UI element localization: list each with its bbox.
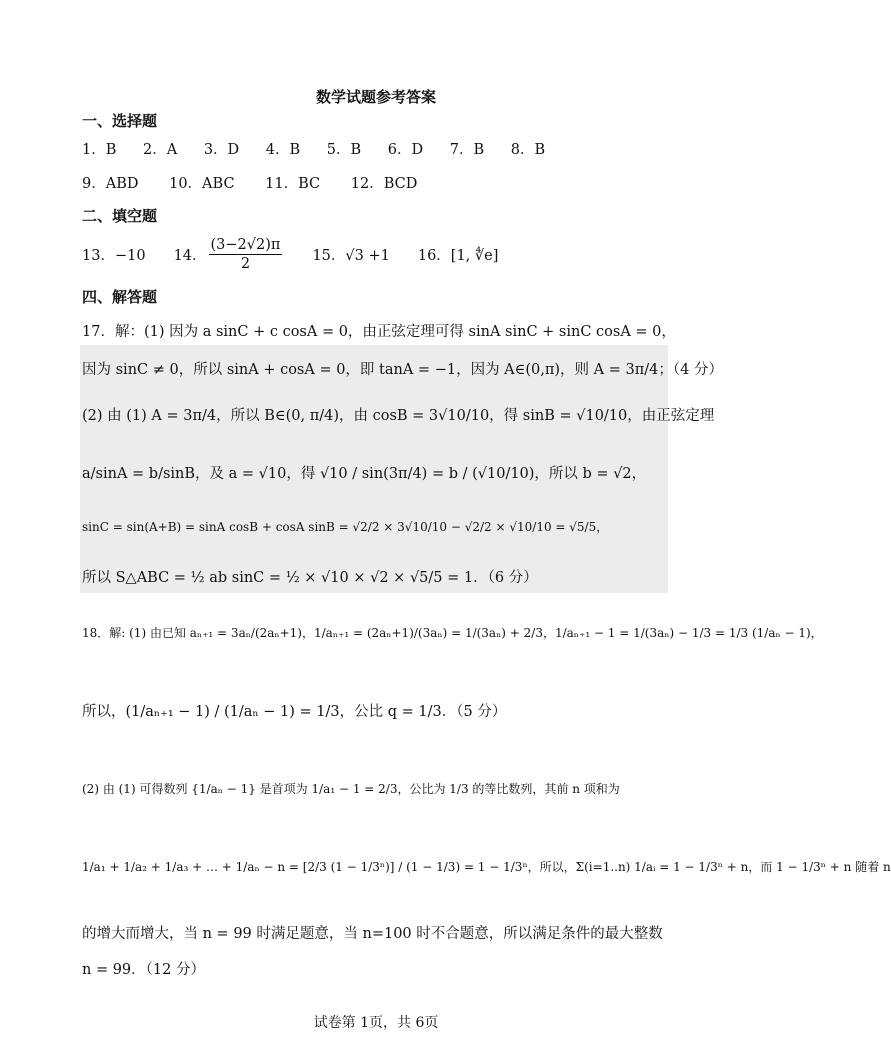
answer-item: 11．BC: [265, 176, 321, 192]
answer-item: 10．ABC: [169, 176, 235, 192]
answer-item: 4．B: [265, 142, 301, 158]
answer-14-label: 14．: [173, 248, 207, 265]
answer-item: 6．D: [387, 142, 424, 158]
q17-line-3: (2) 由 (1) A = 3π/4，所以 B∈(0, π/4)，由 cosB = 3√10/10，得 sinB = √10/10，由正弦定理: [82, 408, 715, 424]
answer-14-denominator: 2: [240, 256, 251, 273]
answer-item: 9．ABD: [82, 176, 139, 192]
answer-item: 2．A: [143, 142, 178, 158]
q18-line-1: 18．解: (1) 由已知 aₙ₊₁ = 3aₙ/(2aₙ+1)，1/aₙ₊₁ = (2aₙ+1)/(3aₙ) = 1/(3aₙ) + 2/3，1/aₙ₊₁ − 1 = 1/(3aₙ) − 1/3 = 1/3 (1/aₙ − 1)，: [82, 626, 823, 640]
q18-line-6: n = 99．（12 分）: [82, 962, 205, 978]
q17-line-2: 因为 sinC ≠ 0，所以 sinA + cosA = 0，即 tanA = −1，因为 A∈(0,π)，则 A = 3π/4；（4 分）: [82, 362, 723, 378]
q17-line-6: 所以 S△ABC = ½ ab sinC = ½ × √10 × √2 × √5/5 = 1．（6 分）: [82, 570, 538, 586]
q17-line-1: 17．解：(1) 因为 a sinC + c cosA = 0，由正弦定理可得 sinA sinC + sinC cosA = 0，: [82, 324, 676, 340]
choice-answers-row-1: [82, 138, 567, 159]
answer-14-fraction: [209, 236, 283, 273]
page-footer: 试卷第 1页，共 6页: [313, 1015, 439, 1031]
answer-14-numerator: (3−2√2)π: [209, 236, 283, 255]
choice-answers-row-2: [82, 172, 443, 193]
q17-line-4: a/sinA = b/sinB，及 a = √10，得 √10 / sin(3π/4) = b / (√10/10)，所以 b = √2，: [82, 466, 647, 482]
answer-item: 12．BCD: [350, 176, 418, 192]
answer-item: 8．B: [510, 142, 546, 158]
q18-line-5: 的增大而增大，当 n = 99 时满足题意，当 n=100 时不合题意，所以满足条件的最大整数: [82, 926, 663, 942]
answer-item: 7．B: [449, 142, 485, 158]
answer-item: 3．D: [203, 142, 240, 158]
q17-line-5: sinC = sin(A+B) = sinA cosB + cosA sinB = √2/2 × 3√10/10 − √2/2 × √10/10 = √5/5，: [82, 520, 609, 534]
answer-13: 13．−10: [82, 248, 146, 265]
answer-16: 16．[1, ∜e]: [417, 248, 499, 265]
q18-line-3: (2) 由 (1) 可得数列 {1/aₙ − 1} 是首项为 1/a₁ − 1 = 2/3，公比为 1/3 的等比数列，其前 n 项和为: [82, 782, 620, 796]
section-heading-choice: 一、选择题: [82, 112, 158, 130]
section-heading-solve: 四、解答题: [82, 288, 158, 306]
page-title: 数学试题参考答案: [315, 88, 436, 106]
answer-15: 15．√3 +1: [312, 248, 390, 265]
answer-item: 1．B: [82, 142, 117, 158]
section-heading-fill: 二、填空题: [82, 207, 158, 225]
q18-line-4: 1/a₁ + 1/a₂ + 1/a₃ + … + 1/aₙ − n = [2/3 (1 − 1/3ⁿ)] / (1 − 1/3) = 1 − 1/3ⁿ，所以，Σ(i=1..n) 1/aᵢ = 1 − 1/3ⁿ + n，而 1 − 1/3ⁿ + n 随着 n: [82, 860, 891, 874]
answer-item: 5．B: [326, 142, 362, 158]
q18-line-2: 所以，(1/aₙ₊₁ − 1) / (1/aₙ − 1) = 1/3，公比 q = 1/3．（5 分）: [82, 704, 507, 720]
fill-answers-row: [82, 236, 498, 273]
